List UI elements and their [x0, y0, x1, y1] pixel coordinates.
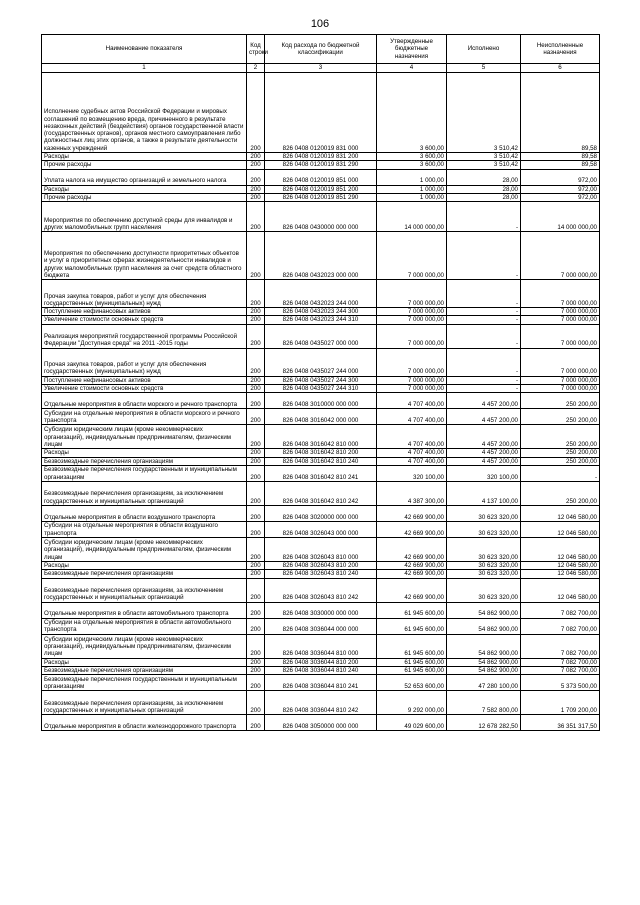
row-unexecuted: 5 373 500,00	[521, 675, 600, 691]
row-name: Безвозмездные перечисления государственным и муниципальным организациям	[42, 465, 247, 481]
row-name: Безвозмездные перечисления организациям, за исключением государственных и муниципальных организаций	[42, 691, 247, 715]
header-code-line: Код строки	[247, 35, 265, 64]
row-approved: 1 000,00	[377, 193, 447, 201]
table-row	[42, 202, 600, 232]
table-row	[42, 193, 600, 201]
table-row	[42, 521, 600, 537]
table-row	[42, 280, 600, 308]
row-code: 200	[247, 425, 265, 449]
row-code: 200	[247, 691, 265, 715]
row-code: 200	[247, 385, 265, 393]
row-class-code: 826 0408 3026043 810 000	[265, 537, 377, 561]
row-name: Прочая закупка товаров, работ и услуг для обеспечения государственных (муниципальных) нужд	[42, 280, 247, 308]
row-unexecuted: 7 000 000,00	[521, 316, 600, 324]
row-approved: 42 669 900,00	[377, 537, 447, 561]
row-class-code: 826 0408 3030000 000 000	[265, 602, 377, 618]
row-class-code: 826 0408 0120019 851 000	[265, 169, 377, 185]
row-class-code: 826 0408 3026043 810 200	[265, 561, 377, 569]
row-class-code: 826 0408 3016042 810 240	[265, 457, 377, 465]
row-class-code: 826 0408 3020000 000 000	[265, 505, 377, 521]
row-executed: 4 137 100,00	[447, 481, 521, 505]
row-code: 200	[247, 457, 265, 465]
row-name: Субсидии на отдельные мероприятия в области морского и речного транспорта	[42, 409, 247, 425]
row-unexecuted: 7 000 000,00	[521, 232, 600, 280]
row-code: 200	[247, 232, 265, 280]
row-unexecuted: 250 200,00	[521, 457, 600, 465]
row-executed: 54 862 900,00	[447, 658, 521, 666]
row-approved: 52 653 600,00	[377, 675, 447, 691]
row-code: 200	[247, 634, 265, 658]
row-executed: 4 457 200,00	[447, 409, 521, 425]
row-approved: 7 000 000,00	[377, 232, 447, 280]
row-name: Исполнение судебных актов Российской Федерации и мировых соглашений по возмещению вреда, причиненного в результате незаконных действий (бездействия) органов государственной власти (государственных органов), органов местного самоуправления либо должностных лиц этих органов, а также в результате деятельности казенных учреждений	[42, 73, 247, 153]
row-approved: 1 000,00	[377, 185, 447, 193]
header-row	[42, 35, 600, 64]
row-unexecuted: 1 709 200,00	[521, 691, 600, 715]
header-executed: Исполнено	[447, 35, 521, 64]
row-class-code: 826 0408 3016042 810 000	[265, 425, 377, 449]
row-unexecuted: 7 000 000,00	[521, 280, 600, 308]
row-name: Реализация мероприятий государственной программы Российской Федерации "Доступная среда" на 2011 -2015 годы	[42, 324, 247, 348]
row-executed: 4 457 200,00	[447, 449, 521, 457]
row-executed: 12 678 282,50	[447, 715, 521, 731]
row-executed: -	[447, 348, 521, 376]
table-row	[42, 578, 600, 602]
row-code: 200	[247, 570, 265, 578]
header-name: Наименование показателя	[42, 35, 247, 64]
row-executed: -	[447, 280, 521, 308]
table-row	[42, 666, 600, 674]
row-unexecuted: 7 000 000,00	[521, 324, 600, 348]
row-name: Отдельные мероприятия в области автомобильного транспорта	[42, 602, 247, 618]
row-class-code: 826 0408 3050000 000 000	[265, 715, 377, 731]
row-code: 200	[247, 348, 265, 376]
row-class-code: 826 0408 3036044 810 242	[265, 691, 377, 715]
row-class-code: 826 0408 3026043 810 242	[265, 578, 377, 602]
table-row	[42, 153, 600, 161]
row-executed: 30 623 320,00	[447, 570, 521, 578]
table-row	[42, 691, 600, 715]
table-row	[42, 169, 600, 185]
row-executed: -	[447, 202, 521, 232]
row-unexecuted: 250 200,00	[521, 393, 600, 409]
table-row	[42, 409, 600, 425]
row-unexecuted: 250 200,00	[521, 409, 600, 425]
row-executed: 54 862 900,00	[447, 666, 521, 674]
row-executed: 28,00	[447, 185, 521, 193]
column-number-row	[42, 64, 600, 73]
row-name: Отдельные мероприятия в области воздушного транспорта	[42, 505, 247, 521]
row-approved: 61 945 600,00	[377, 634, 447, 658]
row-class-code: 826 0408 3016042 000 000	[265, 409, 377, 425]
row-approved: 4 707 400,00	[377, 425, 447, 449]
row-class-code: 826 0408 3016042 810 241	[265, 465, 377, 481]
column-number: 1	[42, 64, 247, 73]
table-row	[42, 185, 600, 193]
row-name: Поступление нефинансовых активов	[42, 376, 247, 384]
table-row	[42, 324, 600, 348]
row-class-code: 826 0408 0435027 244 300	[265, 376, 377, 384]
row-approved: 9 292 000,00	[377, 691, 447, 715]
column-number: 6	[521, 64, 600, 73]
row-code: 200	[247, 308, 265, 316]
row-approved: 4 707 400,00	[377, 457, 447, 465]
table-row	[42, 634, 600, 658]
table-row	[42, 232, 600, 280]
row-class-code: 826 0408 0432023 000 000	[265, 232, 377, 280]
row-executed: 3 510,42	[447, 153, 521, 161]
row-class-code: 826 0408 3036044 810 000	[265, 634, 377, 658]
row-unexecuted: 7 082 700,00	[521, 634, 600, 658]
row-approved: 4 707 400,00	[377, 449, 447, 457]
row-unexecuted: 36 351 317,50	[521, 715, 600, 731]
row-class-code: 826 0408 3026043 810 240	[265, 570, 377, 578]
row-code: 200	[247, 537, 265, 561]
row-class-code: 826 0408 0120019 831 200	[265, 153, 377, 161]
table-row	[42, 675, 600, 691]
row-approved: 61 945 600,00	[377, 666, 447, 674]
row-code: 200	[247, 324, 265, 348]
row-executed: 28,00	[447, 193, 521, 201]
row-code: 200	[247, 316, 265, 324]
table-row	[42, 715, 600, 731]
row-executed: 30 623 320,00	[447, 521, 521, 537]
row-class-code: 826 0408 3016042 810 200	[265, 449, 377, 457]
row-name: Безвозмездные перечисления организациям, за исключением государственных и муниципальных организаций	[42, 481, 247, 505]
row-name: Расходы	[42, 153, 247, 161]
row-executed: 54 862 900,00	[447, 634, 521, 658]
row-class-code: 826 0408 0120019 851 290	[265, 193, 377, 201]
row-approved: 7 000 000,00	[377, 308, 447, 316]
row-executed: -	[447, 308, 521, 316]
header-code-class: Код расхода по бюджетной классификации	[265, 35, 377, 64]
row-unexecuted: 7 000 000,00	[521, 385, 600, 393]
row-approved: 320 100,00	[377, 465, 447, 481]
row-unexecuted: 12 046 580,00	[521, 505, 600, 521]
table-row	[42, 537, 600, 561]
row-code: 200	[247, 618, 265, 634]
row-unexecuted: 972,00	[521, 169, 600, 185]
row-unexecuted: 7 082 700,00	[521, 666, 600, 674]
row-class-code: 826 0408 0120019 831 000	[265, 73, 377, 153]
row-code: 200	[247, 169, 265, 185]
column-number: 4	[377, 64, 447, 73]
table-row	[42, 73, 600, 153]
row-approved: 3 600,00	[377, 73, 447, 153]
row-executed: 28,00	[447, 169, 521, 185]
table-row	[42, 457, 600, 465]
table-row	[42, 658, 600, 666]
row-code: 200	[247, 481, 265, 505]
table-row	[42, 465, 600, 481]
row-name: Расходы	[42, 449, 247, 457]
row-class-code: 826 0408 0120019 831 290	[265, 161, 377, 169]
row-approved: 42 669 900,00	[377, 561, 447, 569]
table-row	[42, 570, 600, 578]
row-class-code: 826 0408 0430000 000 000	[265, 202, 377, 232]
row-unexecuted: 7 082 700,00	[521, 658, 600, 666]
column-number: 3	[265, 64, 377, 73]
row-class-code: 826 0408 0432023 244 000	[265, 280, 377, 308]
row-name: Расходы	[42, 185, 247, 193]
row-approved: 3 600,00	[377, 153, 447, 161]
page-number: 106	[310, 18, 330, 30]
row-executed: 54 862 900,00	[447, 602, 521, 618]
row-code: 200	[247, 376, 265, 384]
row-executed: -	[447, 316, 521, 324]
table-row	[42, 161, 600, 169]
row-class-code: 826 0408 3036044 810 200	[265, 658, 377, 666]
table-row	[42, 481, 600, 505]
row-name: Безвозмездные перечисления государственным и муниципальным организациям	[42, 675, 247, 691]
row-code: 200	[247, 193, 265, 201]
budget-table	[41, 34, 600, 731]
row-code: 200	[247, 561, 265, 569]
row-code: 200	[247, 409, 265, 425]
row-class-code: 826 0408 0435027 244 000	[265, 348, 377, 376]
row-unexecuted: 12 046 580,00	[521, 578, 600, 602]
row-unexecuted: 12 046 580,00	[521, 561, 600, 569]
row-approved: 7 000 000,00	[377, 385, 447, 393]
row-name: Безвозмездные перечисления организациям	[42, 666, 247, 674]
column-number: 2	[247, 64, 265, 73]
row-unexecuted: 12 046 580,00	[521, 537, 600, 561]
row-unexecuted: 7 082 700,00	[521, 618, 600, 634]
row-name: Прочие расходы	[42, 193, 247, 201]
row-name: Субсидии на отдельные мероприятия в области автомобильного транспорта	[42, 618, 247, 634]
row-class-code: 826 0408 0432023 244 310	[265, 316, 377, 324]
table-row	[42, 393, 600, 409]
row-unexecuted: 89,58	[521, 161, 600, 169]
row-unexecuted: 250 200,00	[521, 425, 600, 449]
row-name: Отдельные мероприятия в области морского и речного транспорта	[42, 393, 247, 409]
row-executed: 4 457 200,00	[447, 457, 521, 465]
table-row	[42, 561, 600, 569]
row-approved: 14 000 000,00	[377, 202, 447, 232]
row-executed: -	[447, 232, 521, 280]
row-unexecuted: 12 046 580,00	[521, 521, 600, 537]
table-row	[42, 316, 600, 324]
row-name: Безвозмездные перечисления организациям, за исключением государственных и муниципальных организаций	[42, 578, 247, 602]
table-row	[42, 376, 600, 384]
row-code: 200	[247, 449, 265, 457]
row-name: Прочая закупка товаров, работ и услуг для обеспечения государственных (муниципальных) нужд	[42, 348, 247, 376]
row-approved: 42 669 900,00	[377, 505, 447, 521]
row-unexecuted: 89,58	[521, 153, 600, 161]
row-class-code: 826 0408 3036044 000 000	[265, 618, 377, 634]
row-class-code: 826 0408 3036044 810 240	[265, 666, 377, 674]
row-approved: 7 000 000,00	[377, 376, 447, 384]
row-name: Безвозмездные перечисления организациям	[42, 570, 247, 578]
row-name: Субсидии юридическим лицам (кроме некоммерческих организаций), индивидуальным предпринимателям, физическим лицам	[42, 537, 247, 561]
row-executed: 30 623 320,00	[447, 561, 521, 569]
table-row	[42, 602, 600, 618]
row-code: 200	[247, 393, 265, 409]
row-code: 200	[247, 521, 265, 537]
row-unexecuted: 89,58	[521, 73, 600, 153]
row-executed: 47 280 100,00	[447, 675, 521, 691]
row-name: Поступление нефинансовых активов	[42, 308, 247, 316]
row-class-code: 826 0408 0435027 000 000	[265, 324, 377, 348]
row-name: Расходы	[42, 561, 247, 569]
row-unexecuted: 972,00	[521, 193, 600, 201]
row-executed: 30 623 320,00	[447, 537, 521, 561]
row-unexecuted: 7 000 000,00	[521, 308, 600, 316]
row-approved: 7 000 000,00	[377, 280, 447, 308]
row-name: Мероприятия по обеспечению доступной среды для инвалидов и других маломобильных групп населения	[42, 202, 247, 232]
row-approved: 61 945 600,00	[377, 618, 447, 634]
row-class-code: 826 0408 3016042 810 242	[265, 481, 377, 505]
row-name: Увеличение стоимости основных средств	[42, 385, 247, 393]
row-executed: 4 457 200,00	[447, 393, 521, 409]
row-code: 200	[247, 161, 265, 169]
row-executed: -	[447, 324, 521, 348]
row-code: 200	[247, 153, 265, 161]
row-unexecuted: 7 000 000,00	[521, 376, 600, 384]
row-name: Уплата налога на имущество организаций и земельного налога	[42, 169, 247, 185]
row-name: Расходы	[42, 658, 247, 666]
row-code: 200	[247, 675, 265, 691]
row-code: 200	[247, 73, 265, 153]
row-approved: 42 669 900,00	[377, 521, 447, 537]
table-row	[42, 348, 600, 376]
row-class-code: 826 0408 0432023 244 300	[265, 308, 377, 316]
row-executed: 3 510,42	[447, 161, 521, 169]
row-approved: 3 600,00	[377, 161, 447, 169]
row-approved: 49 029 600,00	[377, 715, 447, 731]
row-approved: 61 945 600,00	[377, 658, 447, 666]
row-code: 200	[247, 465, 265, 481]
row-executed: -	[447, 376, 521, 384]
header-approved: Утвержденные бюджетные назначения	[377, 35, 447, 64]
row-unexecuted: 12 046 580,00	[521, 570, 600, 578]
row-approved: 1 000,00	[377, 169, 447, 185]
row-class-code: 826 0408 3010000 000 000	[265, 393, 377, 409]
row-unexecuted: 250 200,00	[521, 481, 600, 505]
row-code: 200	[247, 715, 265, 731]
table-row	[42, 425, 600, 449]
table-row	[42, 385, 600, 393]
row-unexecuted: 7 000 000,00	[521, 348, 600, 376]
row-unexecuted: 14 000 000,00	[521, 202, 600, 232]
header-unexecuted: Неисполненные назначения	[521, 35, 600, 64]
row-approved: 7 000 000,00	[377, 348, 447, 376]
row-class-code: 826 0408 3026043 000 000	[265, 521, 377, 537]
row-name: Прочие расходы	[42, 161, 247, 169]
row-name: Безвозмездные перечисления организациям	[42, 457, 247, 465]
row-name: Отдельные мероприятия в области железнодорожного транспорта	[42, 715, 247, 731]
row-name: Субсидии юридическим лицам (кроме некоммерческих организаций), индивидуальным предпринимателям, физическим лицам	[42, 425, 247, 449]
row-approved: 61 945 600,00	[377, 602, 447, 618]
row-approved: 4 387 300,00	[377, 481, 447, 505]
row-approved: 4 707 400,00	[377, 393, 447, 409]
row-executed: 54 862 900,00	[447, 618, 521, 634]
row-code: 200	[247, 658, 265, 666]
row-code: 200	[247, 280, 265, 308]
row-code: 200	[247, 185, 265, 193]
row-unexecuted: 7 082 700,00	[521, 602, 600, 618]
row-class-code: 826 0408 0435027 244 310	[265, 385, 377, 393]
row-executed: 30 623 320,00	[447, 505, 521, 521]
row-name: Мероприятия по обеспечению доступности приоритетных объектов и услуг в приоритетных сферах жизнедеятельности инвалидов и других маломобильных групп населения за счет средств областного бюджета	[42, 232, 247, 280]
row-name: Субсидии на отдельные мероприятия в области воздушного транспорта	[42, 521, 247, 537]
row-approved: 7 000 000,00	[377, 316, 447, 324]
row-approved: 7 000 000,00	[377, 324, 447, 348]
column-number: 5	[447, 64, 521, 73]
row-code: 200	[247, 602, 265, 618]
row-approved: 42 669 900,00	[377, 570, 447, 578]
row-unexecuted: 250 200,00	[521, 449, 600, 457]
table-row	[42, 618, 600, 634]
row-approved: 4 707 400,00	[377, 409, 447, 425]
table-row	[42, 449, 600, 457]
row-executed: 3 510,42	[447, 73, 521, 153]
row-class-code: 826 0408 3036044 810 241	[265, 675, 377, 691]
row-unexecuted: 972,00	[521, 185, 600, 193]
row-code: 200	[247, 202, 265, 232]
row-class-code: 826 0408 0120019 851 200	[265, 185, 377, 193]
row-name: Субсидии юридическим лицам (кроме некоммерческих организаций), индивидуальным предпринимателям, физическим лицам	[42, 634, 247, 658]
table-row	[42, 505, 600, 521]
table-row	[42, 308, 600, 316]
row-executed: 4 457 200,00	[447, 425, 521, 449]
row-code: 200	[247, 505, 265, 521]
row-executed: 7 582 800,00	[447, 691, 521, 715]
row-executed: -	[447, 385, 521, 393]
row-name: Увеличение стоимости основных средств	[42, 316, 247, 324]
row-code: 200	[247, 666, 265, 674]
row-executed: 30 623 320,00	[447, 578, 521, 602]
row-unexecuted: -	[521, 465, 600, 481]
row-code: 200	[247, 578, 265, 602]
row-executed: 320 100,00	[447, 465, 521, 481]
row-approved: 42 669 900,00	[377, 578, 447, 602]
